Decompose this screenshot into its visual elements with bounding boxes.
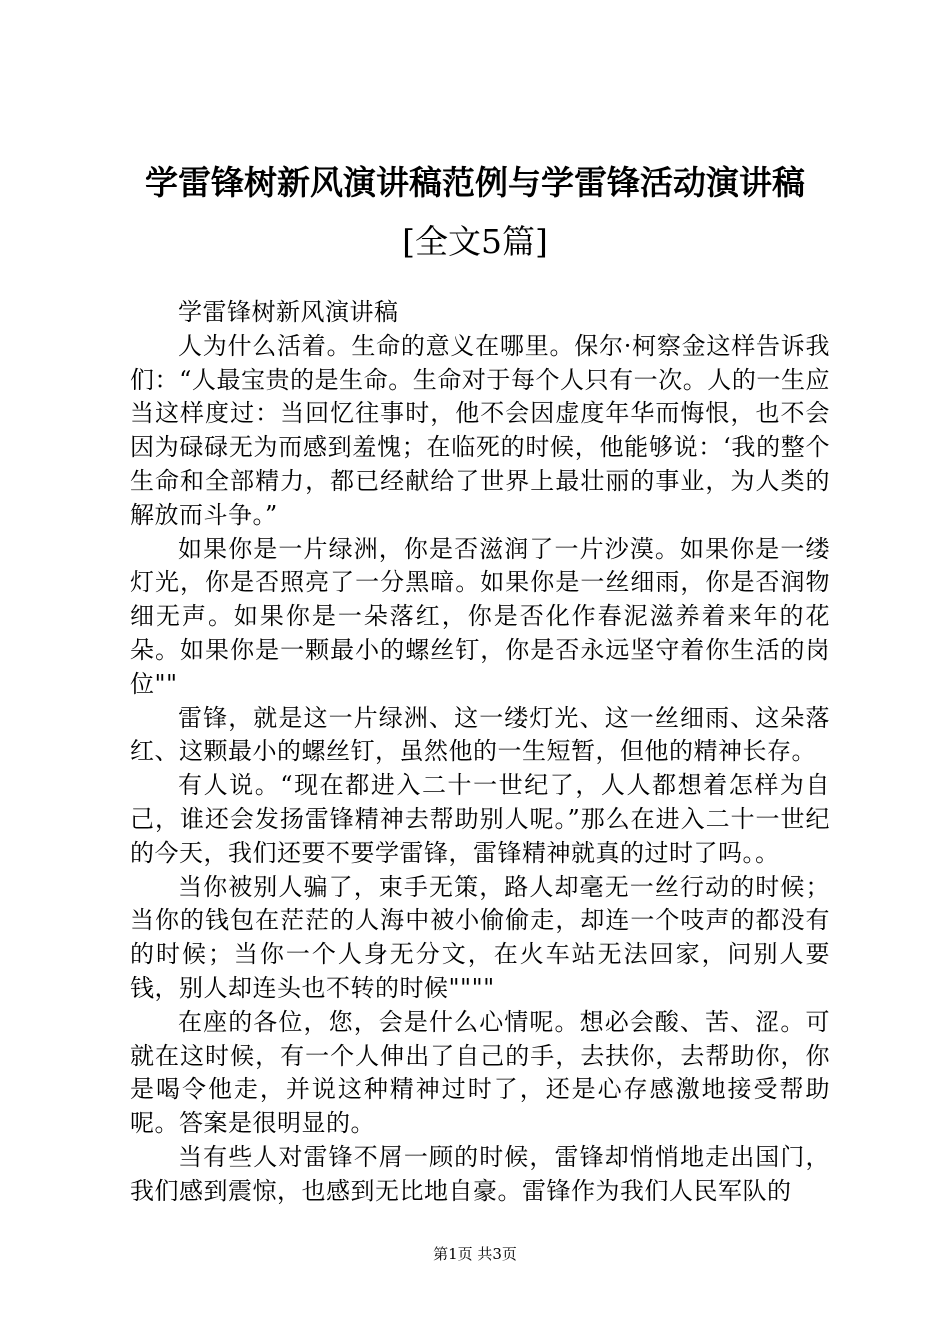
paragraph-subtitle: 学雷锋树新风演讲稿 xyxy=(178,298,399,326)
page-footer xyxy=(0,1244,950,1264)
page-number-info: 第1页 共3页 xyxy=(433,1245,517,1263)
document-title-line-1: 学雷锋树新风演讲稿范例与学雷锋活动演讲稿 xyxy=(145,163,805,202)
document-title-line-2: [全文5篇] xyxy=(402,222,548,261)
document-body xyxy=(130,296,830,1209)
paragraph: 如果你是一片绿洲，你是否滋润了一片沙漠。如果你是一缕灯光，你是否照亮了一分黑暗。如果你是一丝细雨，你是否润物细无声。如果你是一朵落红，你是否化作春泥滋养着来年的花朵。如果你是一颗最小的螺丝钉，你是否永远坚守着你生活的岗位"" xyxy=(130,534,830,698)
paragraph: 当你被别人骗了，束手无策，路人却毫无一丝行动的时候；当你的钱包在茫茫的人海中被小偷偷走，却连一个吱声的都没有的时候；当你一个人身无分文，在火车站无法回家，问别人要钱，别人却连头也不转的时候"""" xyxy=(130,872,830,1002)
paragraph: 人为什么活着。生命的意义在哪里。保尔·柯察金这样告诉我们：“人最宝贵的是生命。生命对于每个人只有一次。人的一生应当这样度过：当回忆往事时，他不会因虚度年华而悔恨，也不会因为碌碌无为而感到羞愧；在临死的时候，他能够说：‘我的整个生命和全部精力，都已经献给了世界上最壮丽的事业，为人类的解放而斗争。” xyxy=(130,331,830,529)
paragraph: 雷锋，就是这一片绿洲、这一缕灯光、这一丝细雨、这朵落红、这颗最小的螺丝钉，虽然他的一生短暂，但他的精神长存。 xyxy=(130,703,830,766)
paragraph: 有人说。“现在都进入二十一世纪了，人人都想着怎样为自己，谁还会发扬雷锋精神去帮助别人呢。”那么在进入二十一世纪的今天，我们还要不要学雷锋，雷锋精神就真的过时了吗。。 xyxy=(130,771,830,867)
paragraph: 当有些人对雷锋不屑一顾的时候，雷锋却悄悄地走出国门，我们感到震惊，也感到无比地自豪。雷锋作为我们人民军队的 xyxy=(130,1142,830,1205)
paragraph: 在座的各位，您，会是什么心情呢。想必会酸、苦、涩。可就在这时候，有一个人伸出了自己的手，去扶你，去帮助你，你是喝令他走，并说这种精神过时了，还是心存感激地接受帮助呢。答案是很明显的。 xyxy=(130,1007,830,1138)
